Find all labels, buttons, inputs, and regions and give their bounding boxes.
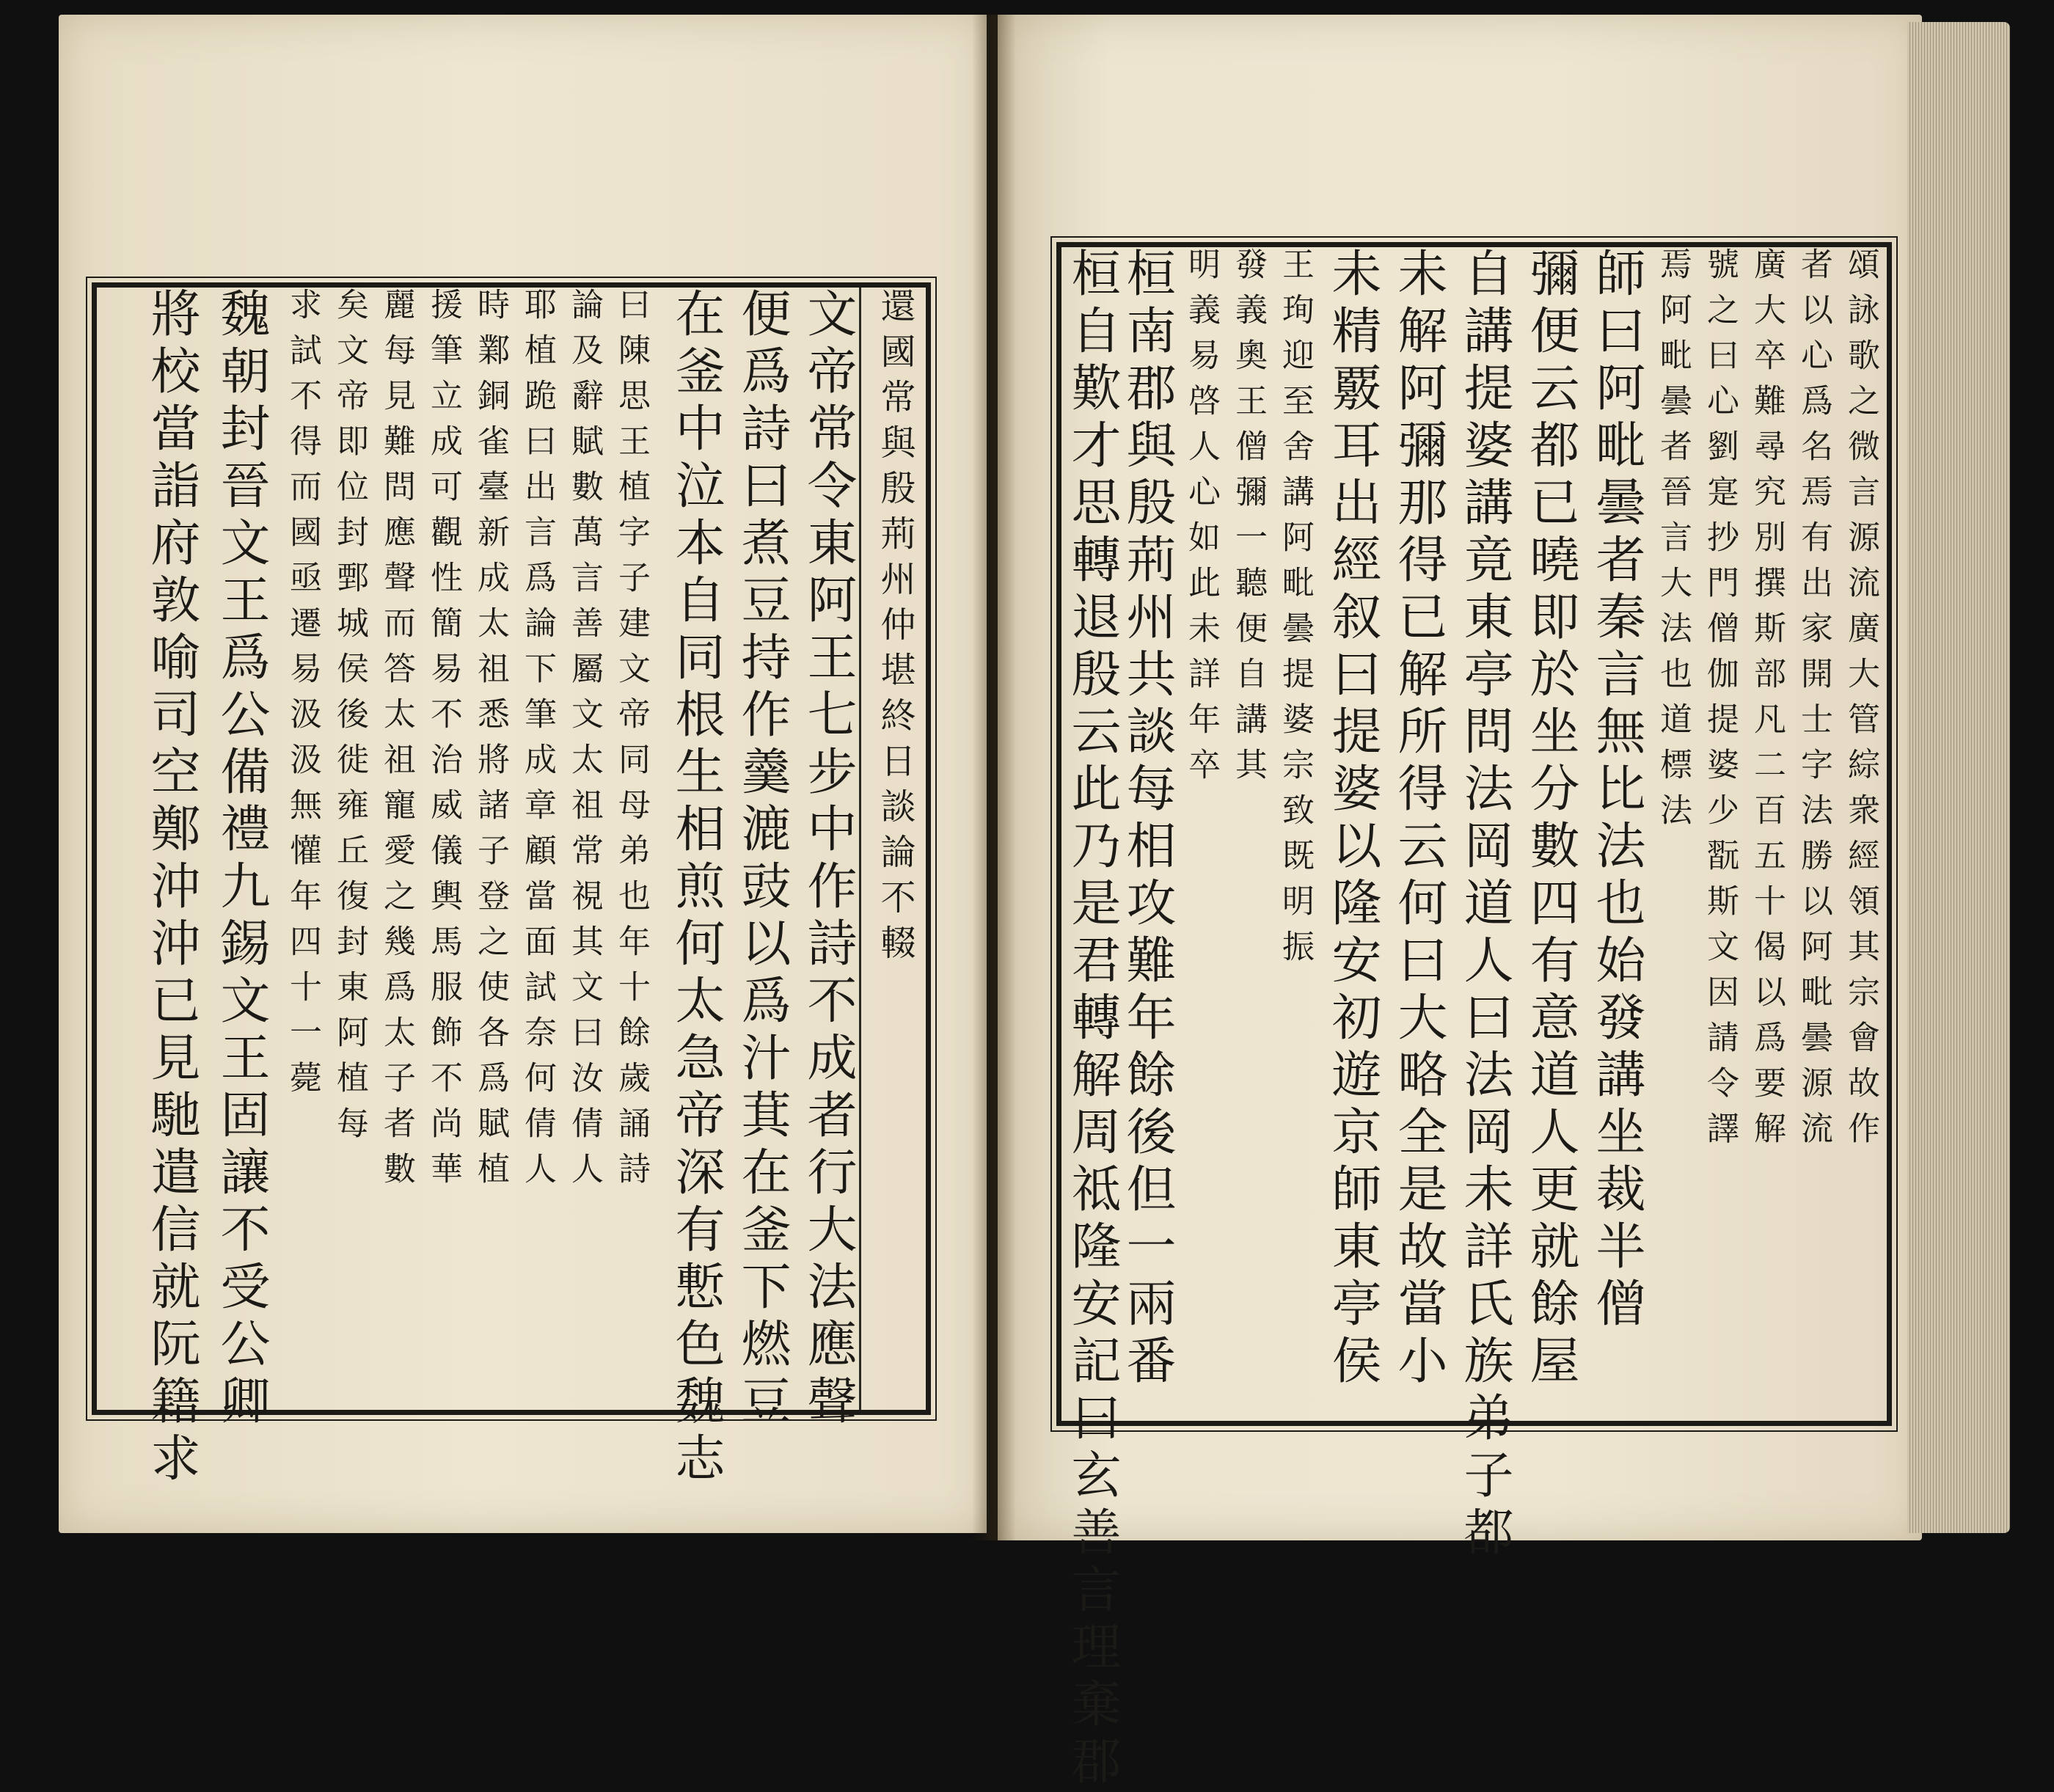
text-column: 彌便云都已曉即於坐分數四有意道人更就餘屋	[1521, 247, 1579, 1391]
column-rule	[859, 288, 861, 1410]
commentary-column: 矣文帝即位封鄄城侯後徙雍丘復封東阿植每	[331, 288, 368, 1152]
commentary-column: 麗每見難問應聲而答太祖寵愛之幾爲太子者數	[378, 288, 415, 1197]
commentary-column: 求試不得而國亟遷易汲汲無懽年四十一薨	[284, 288, 321, 1106]
commentary-column: 號之曰心劉寔抄門僧伽提婆少翫斯文因請令譯	[1701, 247, 1739, 1157]
text-column: 桓南郡與殷荊州共談每相攻難年餘後但一兩番	[1118, 247, 1176, 1391]
commentary-column: 焉阿毗曇者晉言大法也道標法	[1654, 247, 1692, 838]
commentary-column: 時鄴銅雀臺新成太祖悉將諸子登之使各爲賦植	[472, 288, 509, 1197]
text-column: 在釜中泣本自同根生相煎何太急帝深有慙色魏志	[667, 288, 725, 1489]
commentary-column: 頌詠歌之微言源流廣大管綜衆經領其宗會故作	[1842, 247, 1879, 1157]
book-gutter	[972, 15, 1016, 1540]
text-column: 還國常與殷荊州仲堪終日談論不輟	[874, 288, 915, 970]
commentary-column: 耶植跪曰出言爲論下筆成章顧當面試奈何倩人	[519, 288, 556, 1197]
text-column: 師曰阿毗曇者秦言無比法也始發講坐裁半僧	[1587, 247, 1645, 1334]
commentary-column: 王珣迎至舍講阿毗曇提婆宗致既明振	[1276, 247, 1314, 975]
commentary-column: 明義易啓人心如此未詳年卒	[1183, 247, 1220, 793]
text-column: 將校當詣府敦喻司空鄭沖沖已見馳遣信就阮籍求	[142, 288, 200, 1489]
commentary-column: 援筆立成可觀性簡易不治威儀輿馬服飾不尚華	[425, 288, 462, 1197]
text-column: 自講提婆講竟東亭問法岡道人曰法岡未詳氏族弟子都	[1455, 247, 1513, 1563]
text-column: 未精覈耳出經叙曰提婆以隆安初遊京師東亭侯	[1323, 247, 1381, 1391]
commentary-column: 者以心爲名焉有出家開士字法勝以阿毗曇源流	[1795, 247, 1832, 1157]
commentary-column: 論及辭賦數萬言善屬文太祖常視其文曰汝倩人	[566, 288, 603, 1197]
commentary-column: 發義奧王僧彌一聽便自講其	[1229, 247, 1267, 793]
left-text-block	[92, 282, 931, 1489]
text-column: 魏朝封晉文王爲公備禮九錫文王固讓不受公卿	[212, 288, 270, 1432]
text-column: 文帝常令東阿王七步中作詩不成者行大法應聲	[799, 288, 857, 1432]
page-edges	[1907, 22, 2010, 1533]
text-column: 未解阿彌那得已解所得云何曰大略全是故當小	[1389, 247, 1447, 1391]
text-column: 桓自歎才思轉退殷云此乃是君轉解周祗隆安記曰玄善言理棄郡	[1063, 247, 1121, 1792]
text-column: 便爲詩曰煮豆持作羹漉豉以爲汁萁在釜下燃豆	[733, 288, 791, 1432]
commentary-column: 廣大卒難尋究別撰斯部凡二百五十偈以爲要解	[1748, 247, 1786, 1157]
right-text-block	[1056, 242, 1892, 1792]
commentary-column: 曰陳思王植字子建文帝同母弟也年十餘歲誦詩	[613, 288, 650, 1197]
